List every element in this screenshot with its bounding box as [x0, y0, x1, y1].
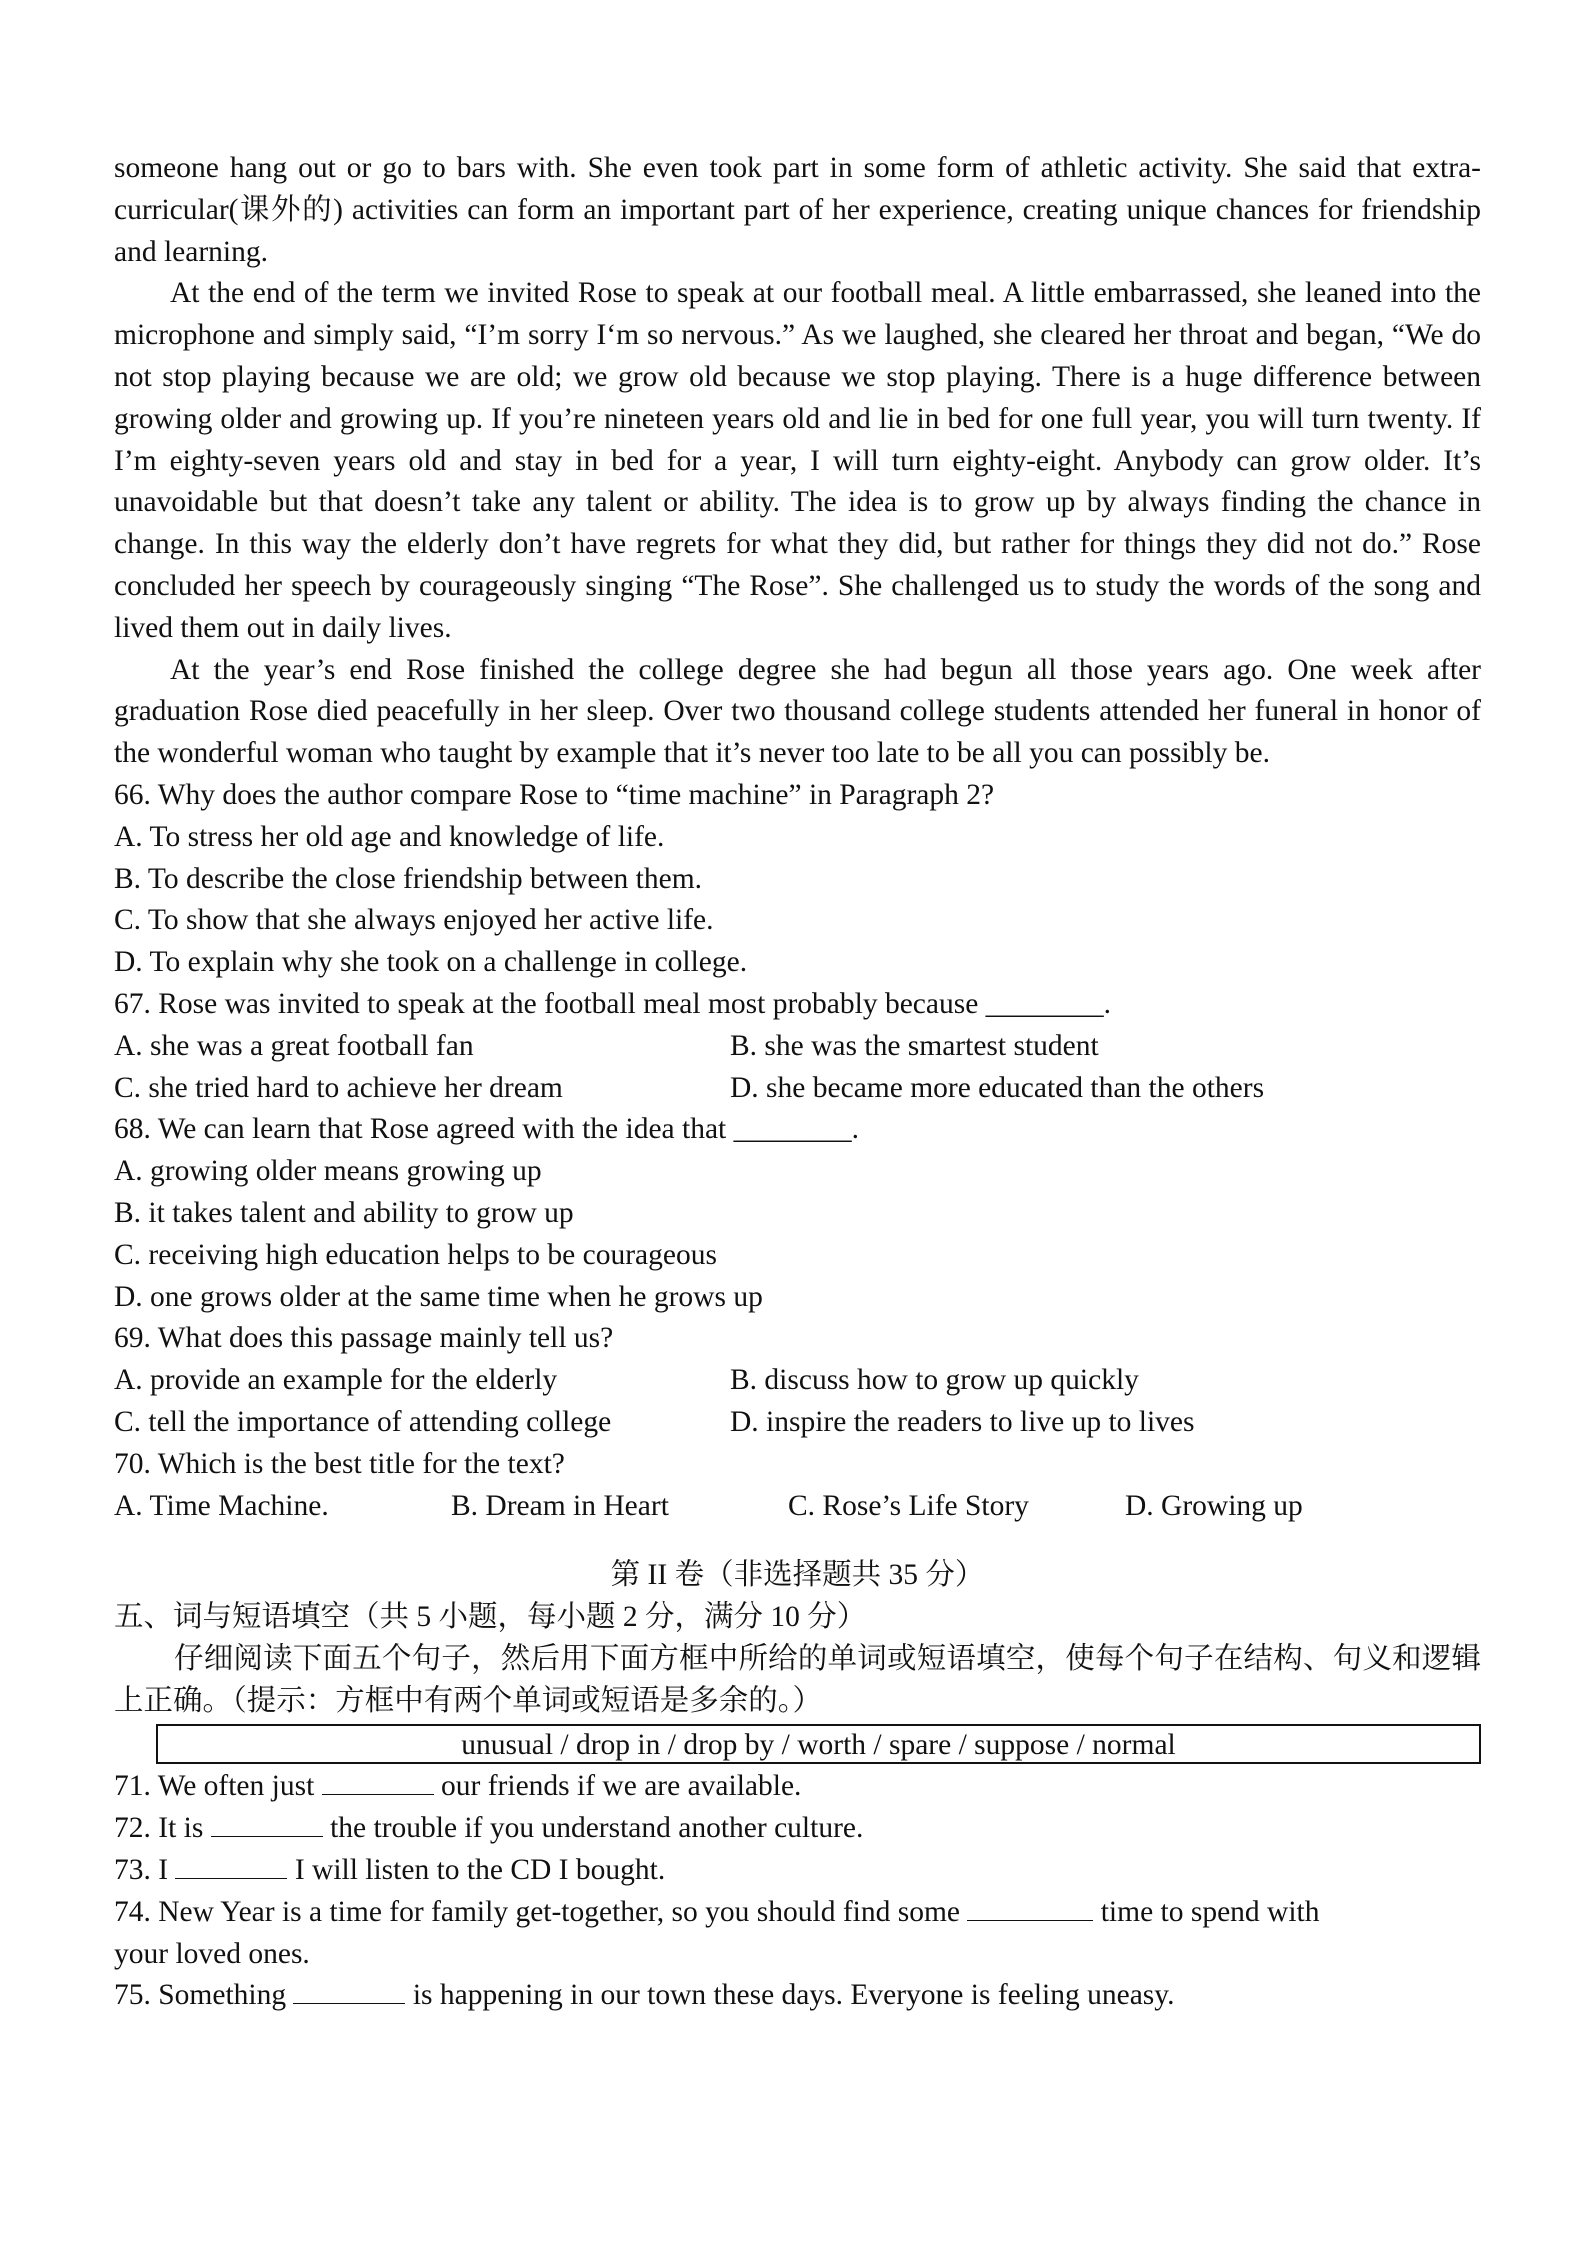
section-5-title: 五、词与短语填空（共 5 小题，每小题 2 分，满分 10 分）: [114, 1601, 867, 1634]
question-stem: 68. We can learn that Rose agreed with the idea that ________.: [114, 1113, 860, 1146]
q72-text-after: the trouble if you understand another culture.: [322, 1812, 864, 1845]
option-b: B. it takes talent and ability to grow up: [114, 1196, 574, 1229]
q72-blank[interactable]: [211, 1810, 323, 1837]
options-row: [114, 1402, 1481, 1444]
option-c: C. receiving high education helps to be courageous: [114, 1238, 717, 1271]
part-2-title: 第 II 卷（非选择题共 35 分）: [610, 1559, 985, 1592]
passage-paragraph-ending: At the year’s end Rose finished the college degree she had begun all those years ago. One week after graduation Rose died peacefully in her sleep. Over two thousand college students attended her funeral in honor of the wonderful woman who taught by example that it’s never too late to be all you can possibly be.: [114, 653, 1481, 770]
option-c: C. Rose’s Life Story: [788, 1489, 1029, 1522]
q73-text-after: I will listen to the CD I bought.: [287, 1854, 666, 1887]
q71-blank[interactable]: [322, 1768, 434, 1795]
question-75: [114, 1975, 1481, 2017]
question-69: [114, 1318, 1481, 1443]
option-c: C. she tried hard to achieve her dream: [114, 1071, 563, 1104]
q74-text-after: time to spend with: [1093, 1895, 1320, 1928]
option-b: B. Dream in Heart: [451, 1489, 669, 1522]
word-bank-box: unusual / drop in / drop by / worth / spare / suppose / normal: [156, 1724, 1481, 1764]
option-b: B. she was the smartest student: [730, 1029, 1099, 1062]
q71-text-after: our friends if we are available.: [433, 1770, 802, 1803]
option-a: A. growing older means growing up: [114, 1155, 542, 1188]
option-a: A. provide an example for the elderly: [114, 1364, 558, 1397]
q75-text-before: 75. Something: [114, 1979, 294, 2012]
option-a: A. Time Machine.: [114, 1489, 329, 1522]
option-b: B. To describe the close friendship between them.: [114, 862, 703, 895]
question-stem: 66. Why does the author compare Rose to “time machine” in Paragraph 2?: [114, 778, 995, 811]
exam-content: [114, 148, 1481, 2017]
option-d: D. inspire the readers to live up to lives: [730, 1405, 1195, 1438]
question-stem: 70. Which is the best title for the text?: [114, 1447, 565, 1480]
option-d: D. Growing up: [1125, 1489, 1303, 1522]
option-d: D. To explain why she took on a challenge in college.: [114, 946, 748, 979]
option-d: D. one grows older at the same time when he grows up: [114, 1280, 763, 1313]
option-a: A. To stress her old age and knowledge of life.: [114, 820, 665, 853]
question-71: [114, 1766, 1481, 1808]
section-5-instructions: 仔细阅读下面五个句子，然后用下面方框中所给的单词或短语填空，使每个句子在结构、句义和逻辑上正确。（提示：方框中有两个单词或短语是多余的。）: [114, 1642, 1481, 1717]
passage-paragraph-speech: At the end of the term we invited Rose to speak at our football meal. A little embarrassed, she leaned into the microphone and simply said, “I’m sorry I‘m so nervous.” As we laughed, she cleared her throat and began, “We do not stop playing because we are old; we grow old because we stop playing. There is a huge difference between growing older and growing up. If you’re nineteen years old and lie in bed for one full year, you will turn twenty. If I’m eighty-seven years old and stay in bed for a year, I will turn eighty-eight. Anybody can grow older. It’s unavoidable but that doesn’t take any talent or ability. The idea is to grow up by always finding the chance in change. In this way the elderly don’t have regrets for what they did, but rather for things they did not do.” Rose concluded her speech by courageously singing “The Rose”. She challenged us to study the words of the song and lived them out in daily lives.: [114, 277, 1481, 644]
question-66: [114, 775, 1481, 984]
option-c: C. To show that she always enjoyed her active life.: [114, 904, 714, 937]
options-row: [114, 1026, 1481, 1068]
question-70: [114, 1444, 1481, 1528]
q73-blank[interactable]: [175, 1852, 287, 1879]
option-d: D. she became more educated than the others: [730, 1071, 1265, 1104]
question-74-continued: your loved ones.: [114, 1937, 310, 1970]
option-a: A. she was a great football fan: [114, 1029, 474, 1062]
question-67: [114, 984, 1481, 1109]
options-row: [114, 1360, 1481, 1402]
q72-text-before: 72. It is: [114, 1812, 211, 1845]
question-72: [114, 1808, 1481, 1850]
question-74: [114, 1892, 1481, 1934]
q71-text-before: 71. We often just: [114, 1770, 322, 1803]
q75-blank[interactable]: [293, 1977, 405, 2004]
question-stem: 69. What does this passage mainly tell us?: [114, 1322, 614, 1355]
passage-paragraph-continued: someone hang out or go to bars with. She even took part in some form of athletic activity. She said that extra-curricular(课外的) activities can form an important part of her experience, creating unique chances for friendship and learning.: [114, 152, 1481, 268]
option-c: C. tell the importance of attending college: [114, 1405, 612, 1438]
options-row: [114, 1068, 1481, 1110]
option-b: B. discuss how to grow up quickly: [730, 1364, 1139, 1397]
question-stem: 67. Rose was invited to speak at the football meal most probably because ________.: [114, 987, 1112, 1020]
q73-text-before: 73. I: [114, 1854, 176, 1887]
q75-text-after: is happening in our town these days. Everyone is feeling uneasy.: [405, 1979, 1175, 2012]
options-row: [114, 1486, 1481, 1528]
q74-blank[interactable]: [967, 1894, 1093, 1921]
question-68: [114, 1109, 1481, 1318]
question-73: [114, 1850, 1481, 1892]
q74-text-before: 74. New Year is a time for family get-together, so you should find some: [114, 1895, 968, 1928]
